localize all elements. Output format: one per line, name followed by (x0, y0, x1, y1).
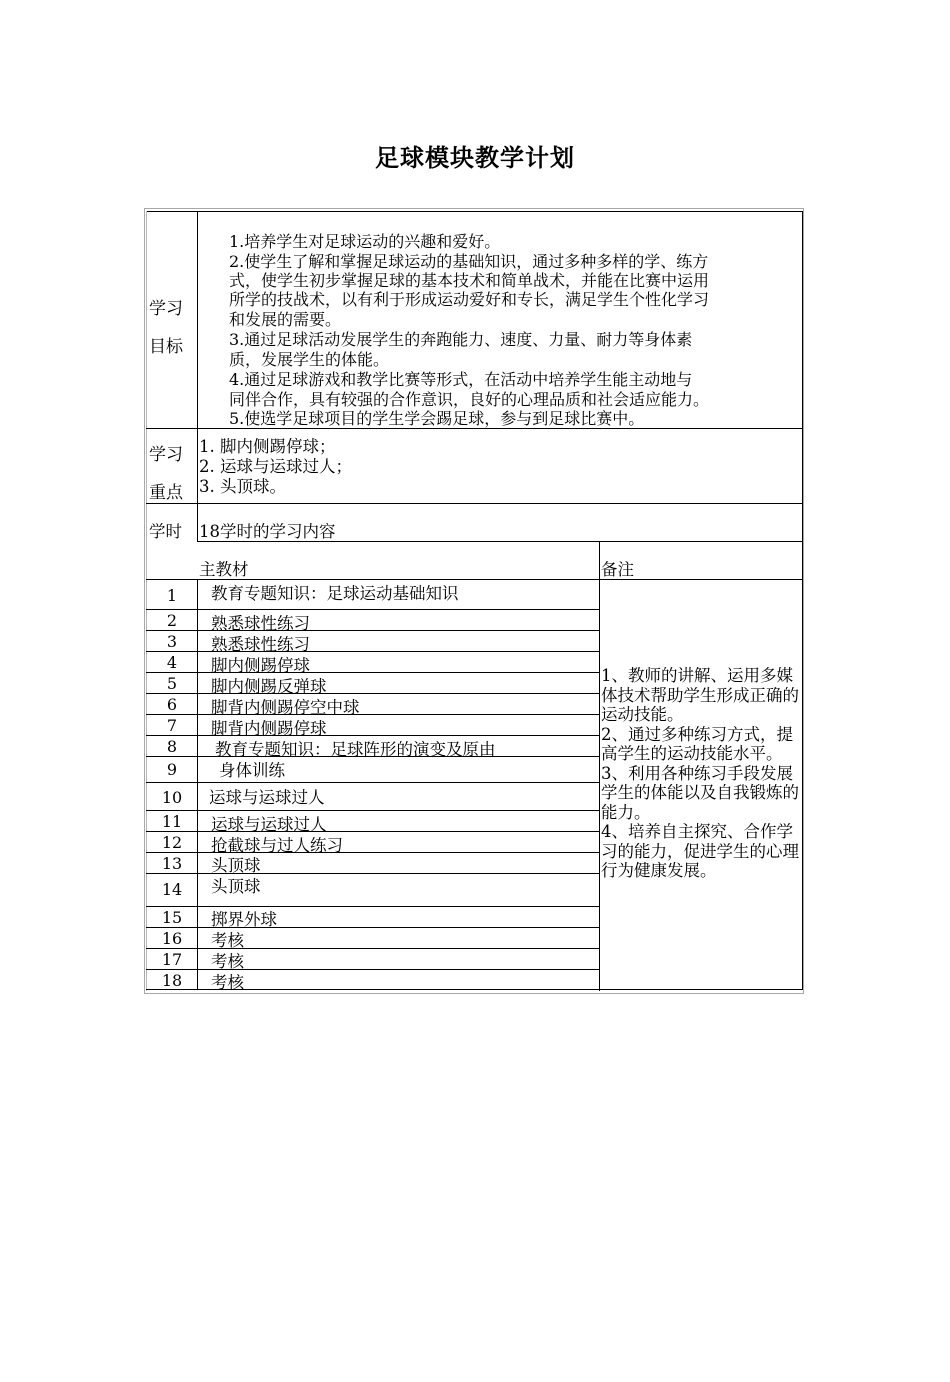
hours-label: 学时 (149, 522, 182, 541)
header-remark: 备注 (601, 560, 634, 579)
focus-label: 学习 重点 (149, 445, 183, 503)
hours-value: 18学时的学习内容 (199, 522, 336, 541)
header-main-material: 主教材 (199, 560, 249, 579)
remark-text: 1、教师的讲解、运用多媒体技术帮助学生形成正确的运动技能。 2、通过多种练习方式，提高学生的运动技能水平。 3、利用各种练习手段发展学生的体能以及自我锻炼的能力。 4、培养自主探究、合作学习的能力，促进学生的心理行为健康发展。 (601, 666, 799, 880)
goals-label: 学习 目标 (149, 299, 183, 357)
page-title: 足球模块教学计划 (375, 144, 575, 172)
